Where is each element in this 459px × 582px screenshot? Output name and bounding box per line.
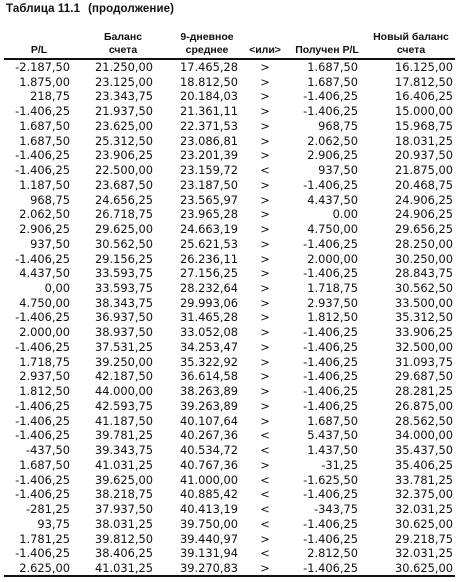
cell-new-balance: 24.906,25 [395, 192, 453, 207]
cell-balance: 30.562,50 [95, 236, 153, 251]
table-row [0, 60, 459, 75]
cell-new-balance: 16.125,00 [395, 60, 453, 74]
cell-comparison: > [260, 251, 270, 266]
cell-nine-day-average: 36.614,58 [180, 369, 238, 384]
table-row [0, 443, 459, 458]
cell-balance: 33.593,75 [95, 266, 153, 281]
table-row [0, 325, 459, 340]
table-row [0, 384, 459, 399]
cell-nine-day-average: 39.440,97 [180, 531, 238, 546]
cell-comparison: > [260, 60, 270, 74]
cell-comparison: < [260, 487, 270, 502]
table-row [0, 355, 459, 370]
cell-balance: 37.937,50 [95, 502, 153, 517]
cell-new-balance: 24.906,25 [395, 207, 453, 222]
cell-pl: -1.406,25 [15, 398, 70, 413]
cell-nine-day-average: 40.534,72 [180, 443, 238, 458]
cell-comparison: > [260, 148, 270, 163]
cell-nine-day-average: 31.465,28 [180, 310, 238, 325]
cell-pl: 2.937,50 [19, 369, 70, 384]
cell-new-balance: 32.031,25 [395, 502, 453, 517]
cell-received-pl: -1.406,25 [303, 369, 358, 384]
cell-comparison: < [260, 546, 270, 561]
cell-balance: 29.156,25 [95, 251, 153, 266]
cell-pl: 2.906,25 [19, 222, 70, 237]
table-row [0, 473, 459, 488]
table-row [0, 119, 459, 134]
cell-pl: 2.625,00 [19, 560, 70, 575]
cell-received-pl: -31,25 [321, 457, 358, 472]
cell-pl: 2.062,50 [19, 207, 70, 222]
cell-received-pl: 0.00 [332, 207, 358, 222]
cell-nine-day-average: 17.465,28 [180, 60, 238, 74]
cell-received-pl: 2.000,00 [307, 251, 358, 266]
header-balance: Баланс счета [103, 31, 143, 56]
table-row [0, 75, 459, 90]
cell-nine-day-average: 40.413,19 [180, 502, 238, 517]
cell-received-pl: 937,50 [318, 163, 358, 178]
cell-pl: 1.187,50 [19, 177, 70, 192]
cell-new-balance: 20.468,75 [395, 177, 453, 192]
cell-received-pl: -1.406,25 [303, 325, 358, 340]
cell-pl: -1.406,25 [15, 413, 70, 428]
table-row [0, 546, 459, 561]
table-continuation-note: (продолжение) [88, 3, 175, 15]
table-row [0, 487, 459, 502]
cell-nine-day-average: 25.621,53 [180, 236, 238, 251]
cell-received-pl: 1.718,75 [307, 281, 358, 296]
bottom-rule [4, 575, 455, 577]
cell-comparison: > [260, 177, 270, 192]
cell-received-pl: -1.406,25 [303, 487, 358, 502]
cell-balance: 21.937,50 [95, 104, 153, 119]
cell-new-balance: 35.437,50 [395, 443, 453, 458]
cell-balance: 23.343,75 [95, 89, 153, 104]
cell-balance: 38.406,25 [95, 546, 153, 561]
cell-comparison: > [260, 266, 270, 281]
cell-nine-day-average: 29.993,06 [180, 295, 238, 310]
cell-balance: 39.250,00 [95, 354, 153, 369]
cell-received-pl: -1.406,25 [303, 339, 358, 354]
cell-balance: 23.687,50 [95, 177, 153, 192]
cell-comparison: > [260, 457, 270, 472]
cell-pl: -437,50 [26, 443, 70, 458]
header-nine-day-average: 9-дневное среднее [180, 31, 234, 56]
table-row [0, 163, 459, 178]
cell-new-balance: 34.000,00 [395, 428, 453, 443]
cell-pl: 937,50 [30, 236, 70, 251]
cell-balance: 22.500,00 [95, 163, 153, 178]
cell-received-pl: -1.406,25 [303, 104, 358, 119]
cell-pl: -1.406,25 [15, 148, 70, 163]
cell-new-balance: 32.500,00 [395, 339, 453, 354]
table-row [0, 458, 459, 473]
cell-new-balance: 28.843,75 [395, 266, 453, 281]
cell-pl: 93,75 [37, 516, 70, 531]
cell-pl: -1.406,25 [15, 104, 70, 119]
cell-pl: -1.406,25 [15, 472, 70, 487]
cell-balance: 38.031,25 [95, 516, 153, 531]
cell-new-balance: 20.937,50 [395, 148, 453, 163]
cell-received-pl: 2.812,50 [307, 546, 358, 561]
cell-comparison: < [260, 516, 270, 531]
cell-new-balance: 29.656,25 [395, 222, 453, 237]
table-row [0, 517, 459, 532]
cell-nine-day-average: 28.232,64 [180, 281, 238, 296]
cell-balance: 23.906,25 [95, 148, 153, 163]
table-row [0, 193, 459, 208]
cell-received-pl: 2.937,50 [307, 295, 358, 310]
table-row [0, 252, 459, 267]
cell-nine-day-average: 40.267,36 [180, 428, 238, 443]
cell-balance: 25.312,50 [95, 133, 153, 148]
cell-nine-day-average: 39.131,94 [180, 546, 238, 561]
header-comparison: <или> [249, 44, 281, 56]
table-row [0, 340, 459, 355]
cell-nine-day-average: 23.201,39 [180, 148, 238, 163]
cell-comparison: > [260, 384, 270, 399]
table-row [0, 178, 459, 193]
cell-nine-day-average: 23.187,50 [180, 177, 238, 192]
cell-received-pl: 4.437,50 [307, 192, 358, 207]
table-row [0, 266, 459, 281]
cell-new-balance: 15.000,00 [395, 104, 453, 119]
cell-pl: -1.406,25 [15, 310, 70, 325]
cell-comparison: > [260, 281, 270, 296]
cell-new-balance: 28.250,00 [395, 236, 453, 251]
cell-new-balance: 35.406,25 [395, 457, 453, 472]
cell-nine-day-average: 22.371,53 [180, 118, 238, 133]
cell-nine-day-average: 39.750,00 [180, 516, 238, 531]
cell-comparison: > [260, 104, 270, 119]
cell-received-pl: 1.812,50 [307, 310, 358, 325]
cell-new-balance: 28.562,50 [395, 413, 453, 428]
cell-new-balance: 26.875,00 [395, 398, 453, 413]
cell-balance: 37.531,25 [95, 339, 153, 354]
cell-pl: -1.406,25 [15, 251, 70, 266]
cell-received-pl: -1.625,50 [303, 472, 358, 487]
table-header [0, 24, 459, 58]
cell-pl: 1.781,25 [19, 531, 70, 546]
cell-balance: 44.000,00 [95, 384, 153, 399]
cell-new-balance: 30.625,00 [395, 516, 453, 531]
cell-nine-day-average: 33.052,08 [180, 325, 238, 340]
cell-pl: -2.187,50 [15, 60, 70, 74]
table-row [0, 414, 459, 429]
cell-comparison: > [260, 310, 270, 325]
cell-nine-day-average: 40.107,64 [180, 413, 238, 428]
cell-pl: -1.406,25 [15, 546, 70, 561]
cell-comparison: > [260, 192, 270, 207]
cell-balance: 41.187,50 [95, 413, 153, 428]
cell-received-pl: -1.406,25 [303, 236, 358, 251]
cell-comparison: > [260, 531, 270, 546]
cell-nine-day-average: 23.086,81 [180, 133, 238, 148]
cell-new-balance: 35.312,50 [395, 310, 453, 325]
table-row [0, 296, 459, 311]
cell-balance: 41.031,25 [95, 560, 153, 575]
cell-received-pl: 4.750,00 [307, 222, 358, 237]
table-caption [6, 3, 174, 15]
header-received-pl: Получен P/L [295, 44, 359, 56]
cell-pl: 0,00 [44, 281, 70, 296]
cell-nine-day-average: 21.361,11 [180, 104, 238, 119]
cell-new-balance: 30.625,00 [395, 560, 453, 575]
cell-pl: 4.750,00 [19, 295, 70, 310]
cell-balance: 23.125,00 [95, 74, 153, 89]
cell-received-pl: 1.687,50 [307, 74, 358, 89]
cell-comparison: > [260, 398, 270, 413]
cell-balance: 33.593,75 [95, 281, 153, 296]
cell-comparison: > [260, 222, 270, 237]
cell-pl: -1.406,25 [15, 428, 70, 443]
cell-new-balance: 29.687,50 [395, 369, 453, 384]
cell-balance: 24.656,25 [95, 192, 153, 207]
table-row [0, 369, 459, 384]
cell-received-pl: -1.406,25 [303, 177, 358, 192]
cell-balance: 38.218,75 [95, 487, 153, 502]
cell-nine-day-average: 27.156,25 [180, 266, 238, 281]
cell-received-pl: -1.406,25 [303, 266, 358, 281]
cell-comparison: > [260, 89, 270, 104]
cell-comparison: > [260, 207, 270, 222]
cell-new-balance: 29.218,75 [395, 531, 453, 546]
cell-nine-day-average: 26.236,11 [180, 251, 238, 266]
cell-balance: 29.625,00 [95, 222, 153, 237]
cell-pl: 218,75 [30, 89, 70, 104]
cell-received-pl: -1.406,25 [303, 89, 358, 104]
cell-received-pl: -1.406,25 [303, 531, 358, 546]
cell-balance: 42.187,50 [95, 369, 153, 384]
table-row [0, 89, 459, 104]
cell-nine-day-average: 38.263,89 [180, 384, 238, 399]
table-row [0, 428, 459, 443]
cell-comparison: < [260, 443, 270, 458]
cell-comparison: > [260, 339, 270, 354]
cell-balance: 39.781,25 [95, 428, 153, 443]
cell-received-pl: 2.062,50 [307, 133, 358, 148]
cell-balance: 42.593,75 [95, 398, 153, 413]
cell-pl: 1.687,50 [19, 118, 70, 133]
cell-new-balance: 30.250,00 [395, 251, 453, 266]
cell-new-balance: 17.812,50 [395, 74, 453, 89]
cell-new-balance: 33.906,25 [395, 325, 453, 340]
cell-received-pl: 1.437,50 [307, 443, 358, 458]
cell-balance: 39.812,50 [95, 531, 153, 546]
cell-comparison: < [260, 428, 270, 443]
cell-received-pl: -1.406,25 [303, 398, 358, 413]
cell-balance: 23.625,00 [95, 118, 153, 133]
cell-received-pl: 1.687,50 [307, 60, 358, 74]
cell-balance: 38.343,75 [95, 295, 153, 310]
cell-new-balance: 21.875,00 [395, 163, 453, 178]
table-body [0, 60, 459, 576]
cell-comparison: > [260, 325, 270, 340]
header-pl: P/L [30, 44, 48, 56]
cell-nine-day-average: 23.159,72 [180, 163, 238, 178]
cell-new-balance: 32.031,25 [395, 546, 453, 561]
table-row [0, 134, 459, 149]
cell-balance: 41.031,25 [95, 457, 153, 472]
cell-comparison: < [260, 163, 270, 178]
cell-comparison: < [260, 502, 270, 517]
cell-comparison: > [260, 354, 270, 369]
cell-pl: 2.000,00 [19, 325, 70, 340]
cell-comparison: < [260, 472, 270, 487]
cell-received-pl: 2.906,25 [307, 148, 358, 163]
cell-new-balance: 18.031,25 [395, 133, 453, 148]
table-row [0, 104, 459, 119]
cell-nine-day-average: 39.263,89 [180, 398, 238, 413]
header-new-balance: Новый баланс счета [373, 31, 449, 56]
table-row [0, 532, 459, 547]
cell-nine-day-average: 40.767,36 [180, 457, 238, 472]
cell-comparison: > [260, 118, 270, 133]
cell-received-pl: 968,75 [318, 118, 358, 133]
cell-received-pl: -343,75 [314, 502, 358, 517]
cell-new-balance: 31.093,75 [395, 354, 453, 369]
cell-pl: -1.406,25 [15, 487, 70, 502]
cell-new-balance: 30.562,50 [395, 281, 453, 296]
cell-balance: 39.343,75 [95, 443, 153, 458]
cell-nine-day-average: 34.253,47 [180, 339, 238, 354]
table-row [0, 561, 459, 576]
cell-comparison: > [260, 560, 270, 575]
cell-pl: -1.406,25 [15, 163, 70, 178]
cell-pl: -281,25 [26, 502, 70, 517]
cell-nine-day-average: 35.322,92 [180, 354, 238, 369]
cell-nine-day-average: 23.565,97 [180, 192, 238, 207]
cell-received-pl: -1.406,25 [303, 560, 358, 575]
cell-received-pl: 5.437,50 [307, 428, 358, 443]
table-row [0, 222, 459, 237]
cell-comparison: > [260, 369, 270, 384]
cell-pl: 1.812,50 [19, 384, 70, 399]
cell-balance: 38.937,50 [95, 325, 153, 340]
cell-pl: 1.687,50 [19, 457, 70, 472]
cell-new-balance: 16.406,25 [395, 89, 453, 104]
cell-comparison: > [260, 133, 270, 148]
cell-comparison: > [260, 295, 270, 310]
table-row [0, 502, 459, 517]
cell-new-balance: 32.375,00 [395, 487, 453, 502]
cell-new-balance: 33.500,00 [395, 295, 453, 310]
cell-balance: 36.937,50 [95, 310, 153, 325]
table-row [0, 281, 459, 296]
cell-pl: 1.875,00 [19, 74, 70, 89]
cell-new-balance: 15.968,75 [395, 118, 453, 133]
cell-pl: -1.406,25 [15, 339, 70, 354]
cell-new-balance: 28.281,25 [395, 384, 453, 399]
cell-comparison: > [260, 74, 270, 89]
cell-balance: 21.250,00 [95, 60, 153, 74]
cell-nine-day-average: 39.270,83 [180, 560, 238, 575]
cell-comparison: > [260, 413, 270, 428]
cell-balance: 26.718,75 [95, 207, 153, 222]
cell-received-pl: 1.687,50 [307, 413, 358, 428]
cell-pl: 4.437,50 [19, 266, 70, 281]
cell-nine-day-average: 18.812,50 [180, 74, 238, 89]
cell-received-pl: -1.406,25 [303, 384, 358, 399]
table-row [0, 207, 459, 222]
cell-nine-day-average: 41.000,00 [180, 472, 238, 487]
table-row [0, 148, 459, 163]
cell-pl: 1.687,50 [19, 133, 70, 148]
cell-nine-day-average: 24.663,19 [180, 222, 238, 237]
cell-nine-day-average: 23.965,28 [180, 207, 238, 222]
cell-nine-day-average: 40.885,42 [180, 487, 238, 502]
table-row [0, 310, 459, 325]
cell-received-pl: -1.406,25 [303, 354, 358, 369]
cell-received-pl: -1.406,25 [303, 516, 358, 531]
table-number: Таблица 11.1 [6, 3, 81, 15]
table-row [0, 237, 459, 252]
cell-new-balance: 33.781,25 [395, 472, 453, 487]
cell-balance: 39.625,00 [95, 472, 153, 487]
cell-pl: 968,75 [30, 192, 70, 207]
cell-nine-day-average: 20.184,03 [180, 89, 238, 104]
table-row [0, 399, 459, 414]
cell-comparison: > [260, 236, 270, 251]
cell-pl: 1.718,75 [19, 354, 70, 369]
